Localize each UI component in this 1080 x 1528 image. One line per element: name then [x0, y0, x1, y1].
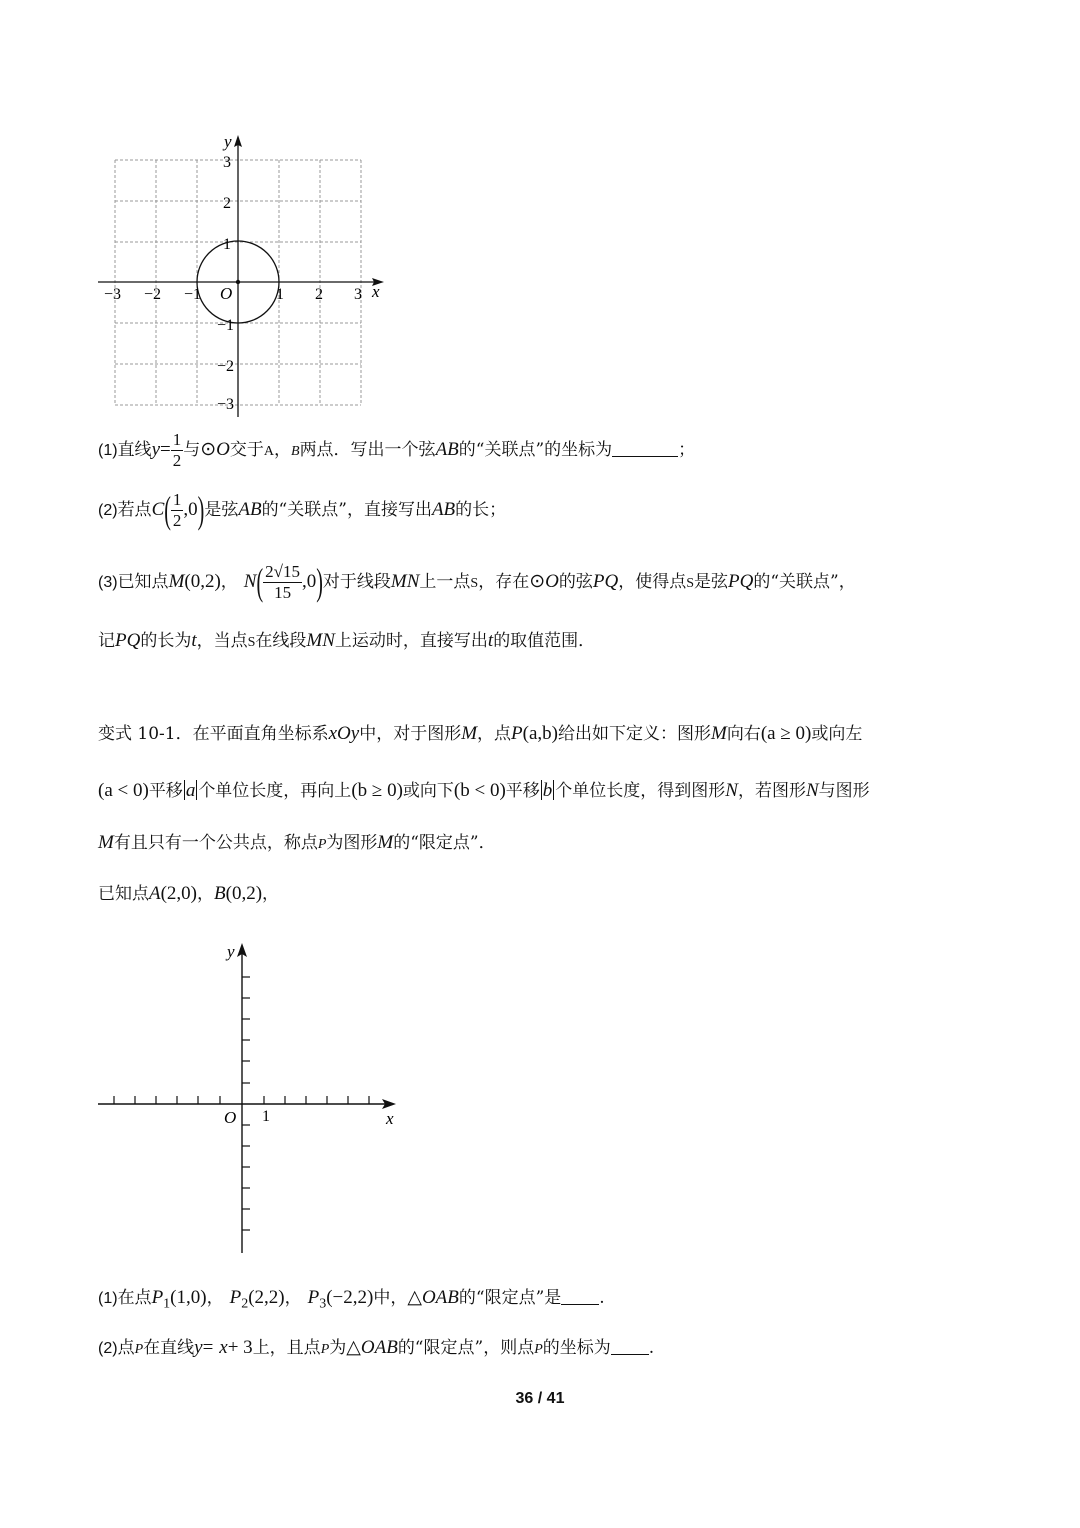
- circle-dot-symbol: ⊙: [529, 571, 546, 592]
- text: 向右: [726, 724, 761, 744]
- text: ，存在: [478, 572, 530, 592]
- text: 的“关联点”的坐标为: [458, 440, 613, 460]
- text: 个单位长度，再向上: [198, 781, 352, 801]
- origin-label: O: [220, 284, 233, 303]
- var-S: S: [247, 635, 256, 650]
- var-N: N: [725, 780, 738, 801]
- text: 为图形: [326, 833, 378, 853]
- answer-blank[interactable]: [561, 1286, 599, 1305]
- var-MN: MN: [306, 630, 335, 651]
- text: .: [599, 1288, 605, 1308]
- var-OAB: OAB: [360, 1337, 398, 1358]
- text: 平移: [505, 781, 540, 801]
- text: 在点: [117, 1288, 152, 1308]
- var-AB: AB: [431, 499, 456, 520]
- text: ，使得点: [618, 572, 687, 592]
- text: ，: [197, 884, 215, 904]
- part-number: (2): [98, 502, 118, 519]
- var-A: A: [263, 444, 274, 459]
- var-y: y: [151, 439, 160, 460]
- text: 的“限定点”，则点: [397, 1338, 535, 1358]
- text: ，当点: [196, 631, 248, 651]
- q2-intro-line3: [98, 828, 496, 860]
- coord-A: (2,0): [160, 883, 198, 904]
- text: 已知点: [117, 572, 169, 592]
- q2-part1: [98, 1283, 605, 1319]
- var-N: N: [805, 780, 819, 801]
- text: ，: [274, 440, 291, 460]
- var-C: C: [151, 499, 165, 520]
- var-P: P: [134, 1342, 144, 1357]
- page-separator: /: [537, 1390, 543, 1407]
- text: 与: [183, 440, 201, 460]
- var-P3: P: [307, 1287, 320, 1308]
- condition-b-neg: (b < 0): [453, 780, 506, 801]
- var-M: M: [168, 571, 185, 592]
- y-tick-label: −3: [217, 396, 235, 413]
- triangle-symbol: △: [407, 1287, 422, 1308]
- var-xOy: xOy: [328, 723, 360, 744]
- x-tick-label: −3: [104, 286, 122, 303]
- text: 的“关联点”，直接写出: [261, 500, 432, 520]
- x-tick-label: 3: [354, 286, 362, 303]
- var-b: b: [542, 780, 553, 801]
- x-axis-label: x: [386, 1109, 394, 1128]
- paren-close: ): [316, 561, 323, 604]
- coord-P2: (2,2): [248, 1287, 285, 1308]
- q2-intro-line1: [98, 719, 862, 749]
- var-M: M: [461, 723, 478, 744]
- text: 两点．写出一个弦: [299, 440, 436, 460]
- subscript: 1: [163, 1296, 171, 1312]
- equals-sign: =: [160, 439, 171, 460]
- subscript: 2: [241, 1296, 249, 1312]
- unit-tick-label: 1: [262, 1108, 270, 1125]
- text: 的坐标为: [542, 1338, 611, 1358]
- coord-P1: (1,0): [170, 1287, 207, 1308]
- text: 是弦: [694, 572, 728, 592]
- plus-three: + 3: [227, 1337, 253, 1358]
- condition-a-neg: (a < 0): [98, 780, 149, 801]
- var-t: t: [487, 630, 494, 651]
- var-N: N: [243, 571, 257, 592]
- text: 的“限定点”是: [458, 1288, 562, 1308]
- var-PQ: PQ: [592, 571, 619, 592]
- text: 个单位长度，得到图形: [555, 781, 726, 801]
- coord-P3: (−2,2): [326, 1287, 374, 1308]
- coord-rest: ,0: [302, 571, 317, 592]
- var-P: P: [511, 723, 523, 744]
- text: 中，: [373, 1288, 408, 1308]
- text: 的长；: [455, 500, 507, 520]
- equals-sign: =: [202, 1337, 214, 1358]
- text: 平移: [148, 781, 183, 801]
- text: 的弦: [558, 572, 593, 592]
- text: ，: [220, 572, 238, 592]
- var-M: M: [98, 832, 114, 853]
- var-MN: MN: [390, 571, 420, 592]
- q2-given-points: [98, 879, 279, 909]
- text: 或向左: [811, 724, 863, 744]
- var-M: M: [377, 832, 394, 853]
- x-tick-label: −1: [184, 286, 202, 303]
- var-PQ: PQ: [115, 630, 141, 651]
- page-number: [0, 1390, 1080, 1408]
- y-tick-label: 3: [223, 154, 231, 171]
- text: 交于: [229, 440, 264, 460]
- fraction-half: $\frac{1}{2}$: [172, 490, 182, 530]
- y-tick-label: 1: [223, 236, 231, 253]
- coord-B: (0,2): [225, 883, 263, 904]
- var-y: y: [194, 1337, 203, 1358]
- problem-label: 变式 10-1．: [98, 724, 193, 744]
- text: 与图形: [818, 781, 870, 801]
- var-AB: AB: [238, 499, 262, 520]
- text: 对于线段: [322, 572, 391, 592]
- y-tick-label: 2: [223, 195, 231, 212]
- text: ，: [262, 884, 280, 904]
- answer-blank[interactable]: [612, 438, 678, 457]
- var-AB: AB: [435, 439, 459, 460]
- text: ，: [206, 1288, 224, 1308]
- text: 的长为: [140, 631, 192, 651]
- text: 若点: [117, 500, 152, 520]
- var-OAB: OAB: [421, 1287, 459, 1308]
- condition-b-nonneg: (b ≥ 0): [351, 780, 403, 801]
- var-PQ: PQ: [728, 571, 754, 592]
- var-B: B: [214, 883, 226, 904]
- triangle-symbol: △: [346, 1337, 361, 1358]
- text: 点: [117, 1338, 135, 1358]
- condition-a-nonneg: (a ≥ 0): [760, 723, 812, 744]
- var-O: O: [216, 439, 230, 460]
- fraction-2root15-over-15: $\frac{2√15}{15}$: [265, 562, 300, 602]
- text: 或向下: [402, 781, 454, 801]
- x-axis-label: x: [372, 282, 380, 301]
- text: ，: [284, 1288, 302, 1308]
- var-t: t: [191, 630, 197, 651]
- x-tick-label: −2: [144, 286, 162, 303]
- text: 的“关联点”，: [753, 572, 856, 592]
- subscript: 3: [319, 1296, 327, 1312]
- coord-rest: ,0: [183, 499, 198, 520]
- text: ，若图形: [737, 781, 806, 801]
- var-a: a: [185, 780, 196, 801]
- var-S: S: [470, 576, 479, 591]
- var-S: S: [686, 576, 694, 591]
- figure-axes-ticks: [90, 935, 410, 1260]
- q2-intro-line2: [98, 776, 870, 806]
- text: 为: [329, 1338, 347, 1358]
- q2-part2: [98, 1333, 654, 1365]
- x-tick-label: 1: [276, 286, 284, 303]
- text: 上一点: [419, 572, 471, 592]
- var-x: x: [219, 1337, 228, 1358]
- abs-bar: [541, 780, 542, 800]
- text: 直线: [117, 440, 152, 460]
- var-P: P: [534, 1342, 543, 1357]
- text: 是弦: [204, 500, 239, 520]
- var-O: O: [545, 571, 559, 592]
- var-P2: P: [229, 1287, 242, 1308]
- y-axis-label: y: [227, 942, 235, 961]
- q1-part1: [98, 430, 695, 471]
- coord-M: (0,2): [184, 571, 221, 592]
- q1-part3-continued: [98, 626, 595, 658]
- part-number: (1): [98, 1290, 118, 1307]
- part-number: (1): [98, 442, 118, 459]
- var-M: M: [710, 723, 727, 744]
- y-axis-label: y: [224, 132, 232, 151]
- var-P1: P: [151, 1287, 164, 1308]
- paren-open: (: [164, 489, 171, 532]
- paren-close: ): [197, 489, 205, 532]
- answer-blank[interactable]: [611, 1336, 649, 1355]
- text: 的取值范围．: [493, 631, 596, 651]
- var-P: P: [320, 1342, 330, 1357]
- part-number: (3): [98, 574, 118, 591]
- text: .: [648, 1338, 655, 1358]
- text: ，点: [477, 724, 512, 744]
- x-tick-label: 2: [315, 286, 323, 303]
- y-tick-label: −2: [217, 358, 235, 375]
- text: 给出如下定义：图形: [557, 724, 711, 744]
- var-B: B: [291, 444, 300, 459]
- origin-label: O: [224, 1108, 237, 1127]
- q1-part3: [98, 562, 856, 603]
- page-total: 41: [546, 1390, 565, 1407]
- origin-dot: [236, 280, 240, 284]
- q1-part2: [98, 490, 506, 531]
- text: 中，对于图形: [359, 724, 462, 744]
- coord-P: (a,b): [522, 723, 558, 744]
- figure-unit-circle-grid: [90, 125, 400, 425]
- text: 在直线: [143, 1338, 195, 1358]
- paren-open: (: [256, 561, 264, 604]
- page-current: 36: [515, 1390, 534, 1407]
- text: 在平面直角坐标系: [192, 724, 329, 744]
- text: 上，且点: [252, 1338, 321, 1358]
- var-A: A: [149, 883, 161, 904]
- text: 的“限定点”．: [393, 833, 496, 853]
- text: ；: [678, 440, 696, 460]
- text: 已知点: [98, 884, 149, 904]
- text: 记: [98, 631, 115, 651]
- text: 在线段: [255, 631, 307, 651]
- y-tick-label: −1: [217, 317, 235, 334]
- part-number: (2): [98, 1340, 118, 1357]
- text: 上运动时，直接写出: [334, 631, 488, 651]
- fraction-half: $\frac{1}{2}$: [172, 430, 182, 470]
- circle-dot-symbol: ⊙: [200, 439, 217, 460]
- abs-bar: [184, 780, 185, 800]
- var-P: P: [317, 837, 327, 852]
- text: 有且只有一个公共点，称点: [113, 833, 318, 853]
